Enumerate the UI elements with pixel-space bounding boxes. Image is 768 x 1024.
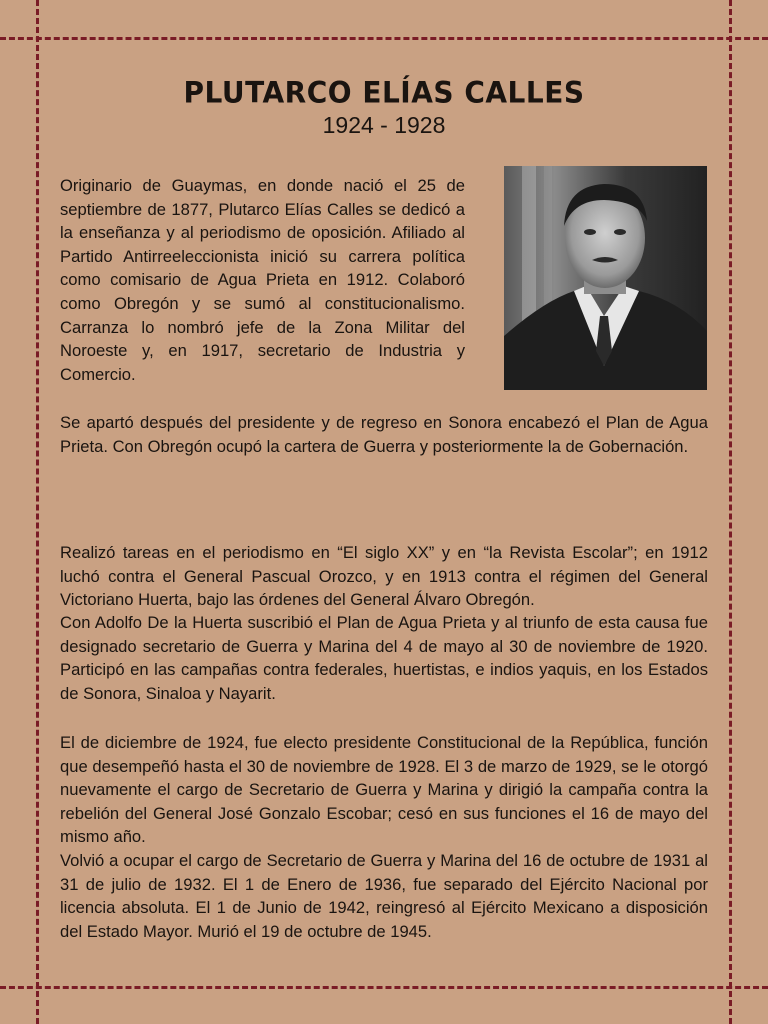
- border-top-line: [0, 37, 768, 40]
- bio-paragraph-5: El de diciembre de 1924, fue electo presidente Constitucional de la República, función que desempeñó hasta el 30 de noviembre de 1928. El 3 de marzo de 1929, se le otorgó nuevamente el cargo de Secretario de Guerra y Marina y dirigió la campaña contra la rebelión del General José Gonzalo Escobar; cesó en sus funciones el 16 de mayo del mismo año.: [60, 733, 708, 847]
- term-years: 1924 - 1928: [322, 112, 446, 138]
- bio-paragraph-2: Se apartó después del presidente y de regreso en Sonora encabezó el Plan de Agua Prieta. Con Obregón ocupó la cartera de Guerra y posteriormente la de Gobernación.: [60, 413, 708, 456]
- bio-paragraph-4: Con Adolfo De la Huerta suscribió el Plan de Agua Prieta y al triunfo de esta causa fue designado secretario de Guerra y Marina del 4 de mayo al 30 de noviembre de 1920. Participó en las campañas contra federales, huertistas, e indios yaquis, en los Estados de Sonora, Sinaloa y Nayarit.: [60, 613, 708, 703]
- bio-paragraph-1: Originario de Guaymas, en donde nació el 25 de septiembre de 1877, Plutarco Elías Calles se dedicó a la enseñanza y al periodismo de oposición. Afiliado al Partido Antirreeleccionista inició su carrera política como comisario de Agua Prieta en 1912. Colaboró como Obregón y se sumó al constitucionalismo. Carranza lo nombró jefe de la Zona Militar del Noroeste y, en 1917, secretario de Industria y Comercio.: [60, 176, 465, 384]
- page-title: PLUTARCO ELÍAS CALLES: [183, 75, 585, 110]
- bio-paragraph-3: Realizó tareas en el periodismo en “El siglo XX” y en “la Revista Escolar”; en 1912 luchó contra el General Pascual Orozco, y en 1913 contra el régimen del General Victoriano Huerta, bajo las órdenes del General Álvaro Obregón.: [60, 543, 708, 610]
- bio-paragraph-6: Volvió a ocupar el cargo de Secretario de Guerra y Marina del 16 de octubre de 1931 al 31 de julio de 1932. El 1 de Enero de 1936, fue separado del Ejército Nacional por licencia absoluta. El 1 de Junio de 1942, reingresó al Ejército Mexicano a disposición del Estado Mayor. Murió el 19 de octubre de 1945.: [60, 851, 708, 941]
- portrait-photo: [504, 166, 707, 390]
- portrait-photo-icon: [504, 166, 707, 390]
- border-bottom-line: [0, 986, 768, 989]
- border-right-line: [729, 0, 732, 1024]
- border-left-line: [36, 0, 39, 1024]
